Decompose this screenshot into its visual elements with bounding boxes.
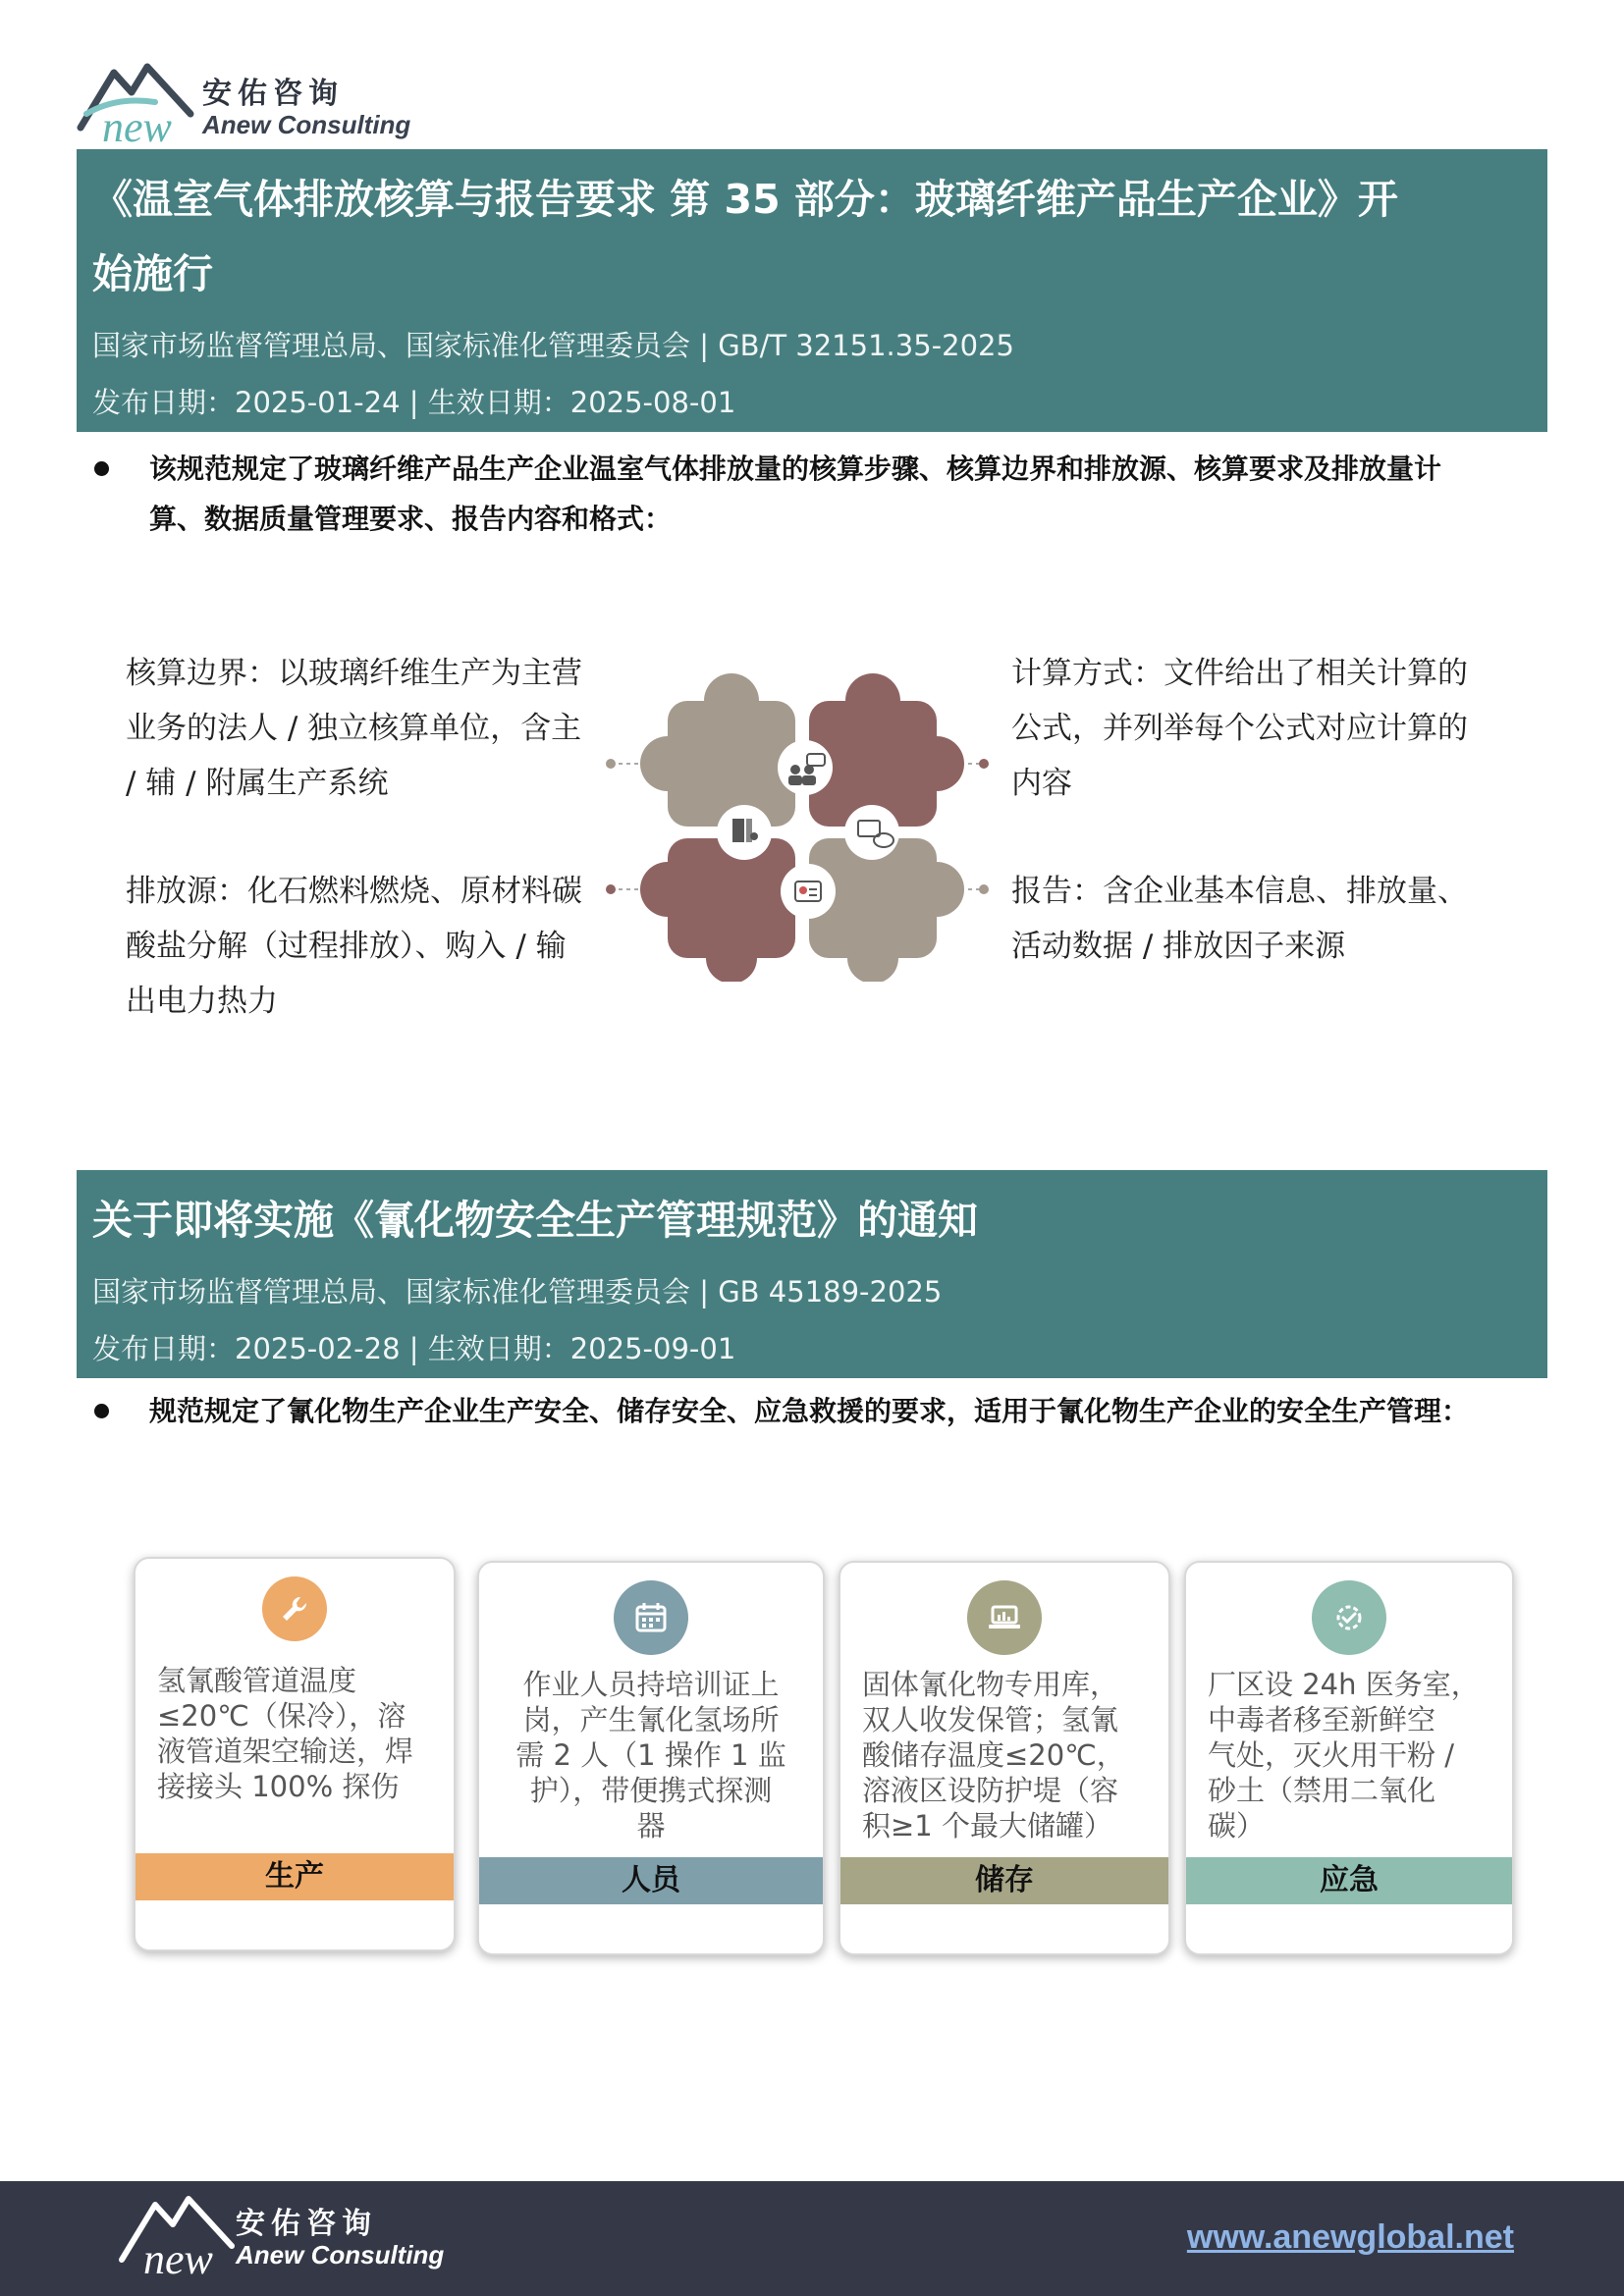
- card-personnel: [477, 1561, 825, 1955]
- svg-text:new: new: [143, 2235, 213, 2279]
- section1-title-line2: 始施行: [92, 250, 213, 297]
- card-storage-text: 固体氰化物专用库， 双人收发保管；氢氰 酸储存温度≤20℃， 溶液区设防护堤（容 积≥1 个最大储罐）: [862, 1668, 1125, 1842]
- card-emergency-text: 厂区设 24h 医务室， 中毒者移至新鲜空 气处，灭火用干粉 / 砂土（禁用二氧化 碳）: [1208, 1668, 1480, 1842]
- brand-name-cn: 安佑咨询: [202, 77, 344, 111]
- card-production-text: 氢氰酸管道温度 ≤20℃（保冷），溶 液管道架空输送，焊 接接头 100% 探伤: [157, 1664, 414, 1803]
- wrench-icon: [262, 1576, 327, 1641]
- report-text: 报告：含企业基本信息、排放量、 活动数据 / 排放因子来源: [1011, 874, 1468, 964]
- footer: [0, 2181, 1624, 2296]
- section1-title-line1: 《温室气体排放核算与报告要求 第 35 部分：玻璃纤维产品生产企业》开: [92, 176, 1398, 223]
- boundary-text: 核算边界：以玻璃纤维生产为主营 业务的法人 / 独立核算单位，含主 / 辅 / 附属生产系统: [126, 656, 582, 801]
- section1-header: [77, 149, 1547, 432]
- card-production: [134, 1557, 456, 1951]
- card-personnel-text: 作业人员持培训证上 岗，产生氰化氢场所 需 2 人（1 操作 1 监 护），带便携式探测 器: [515, 1668, 786, 1842]
- puzzle-piece-calculation: [809, 673, 964, 827]
- bullet-dot: [94, 1404, 109, 1418]
- puzzle-diagram: [599, 667, 1021, 982]
- brand-name-en: Anew Consulting: [202, 110, 411, 139]
- footer-brand-name-cn: 安佑咨询: [236, 2207, 377, 2241]
- section1-dates: 发布日期：2025-01-24 | 生效日期：2025-08-01: [92, 386, 736, 419]
- book-person-icon: [717, 805, 772, 860]
- bullet-dot: [94, 461, 109, 476]
- svg-text:new: new: [102, 103, 172, 147]
- card-personnel-label: 人员: [479, 1857, 823, 1904]
- badge-icon: [781, 864, 836, 919]
- card-storage-label: 储存: [840, 1857, 1168, 1904]
- section1-issuer: 国家市场监督管理总局、国家标准化管理委员会 | GB/T 32151.35-2025: [92, 329, 1014, 362]
- laptop-chart-icon: [967, 1580, 1042, 1655]
- emission-source-text: 排放源：化石燃料燃烧、原材料碳 酸盐分解（过程排放）、购入 / 输 出电力热力: [126, 874, 582, 1019]
- id-card-chat-icon: [844, 805, 899, 860]
- card-production-label: 生产: [135, 1853, 454, 1900]
- section2-header: [77, 1170, 1547, 1378]
- puzzle-piece-emission: [640, 838, 795, 982]
- team-chat-icon: [778, 740, 833, 795]
- section1-bullet-line2: 算、数据质量管理要求、报告内容和格式：: [149, 503, 673, 535]
- footer-brand-name-en: Anew Consulting: [236, 2240, 445, 2269]
- calculation-text: 计算方式：文件给出了相关计算的 公式，并列举每个公式对应计算的 内容: [1011, 656, 1468, 801]
- section2-dates: 发布日期：2025-02-28 | 生效日期：2025-09-01: [92, 1332, 736, 1365]
- card-emergency-label: 应急: [1186, 1857, 1512, 1904]
- puzzle-piece-boundary: [640, 673, 795, 827]
- anew-logo-mark-icon: [77, 59, 194, 147]
- card-emergency: [1184, 1561, 1514, 1955]
- section2-issuer: 国家市场监督管理总局、国家标准化管理委员会 | GB 45189-2025: [92, 1275, 943, 1308]
- section1-bullet-line1: 该规范规定了玻璃纤维产品生产企业温室气体排放量的核算步骤、核算边界和排放源、核算要求及排放量计: [149, 453, 1442, 485]
- calendar-icon: [614, 1580, 688, 1655]
- puzzle-piece-report: [809, 838, 964, 982]
- section2-bullet: 规范规定了氰化物生产企业生产安全、储存安全、应急救援的要求，适用于氰化物生产企业的安全生产管理：: [149, 1395, 1470, 1427]
- anew-logo-mark-icon: [118, 2191, 236, 2279]
- card-storage: [839, 1561, 1170, 1955]
- section2-title: 关于即将实施《氰化物安全生产管理规范》的通知: [92, 1197, 978, 1244]
- gear-check-icon: [1312, 1580, 1386, 1655]
- website-link[interactable]: www.anewglobal.net: [1186, 2218, 1514, 2256]
